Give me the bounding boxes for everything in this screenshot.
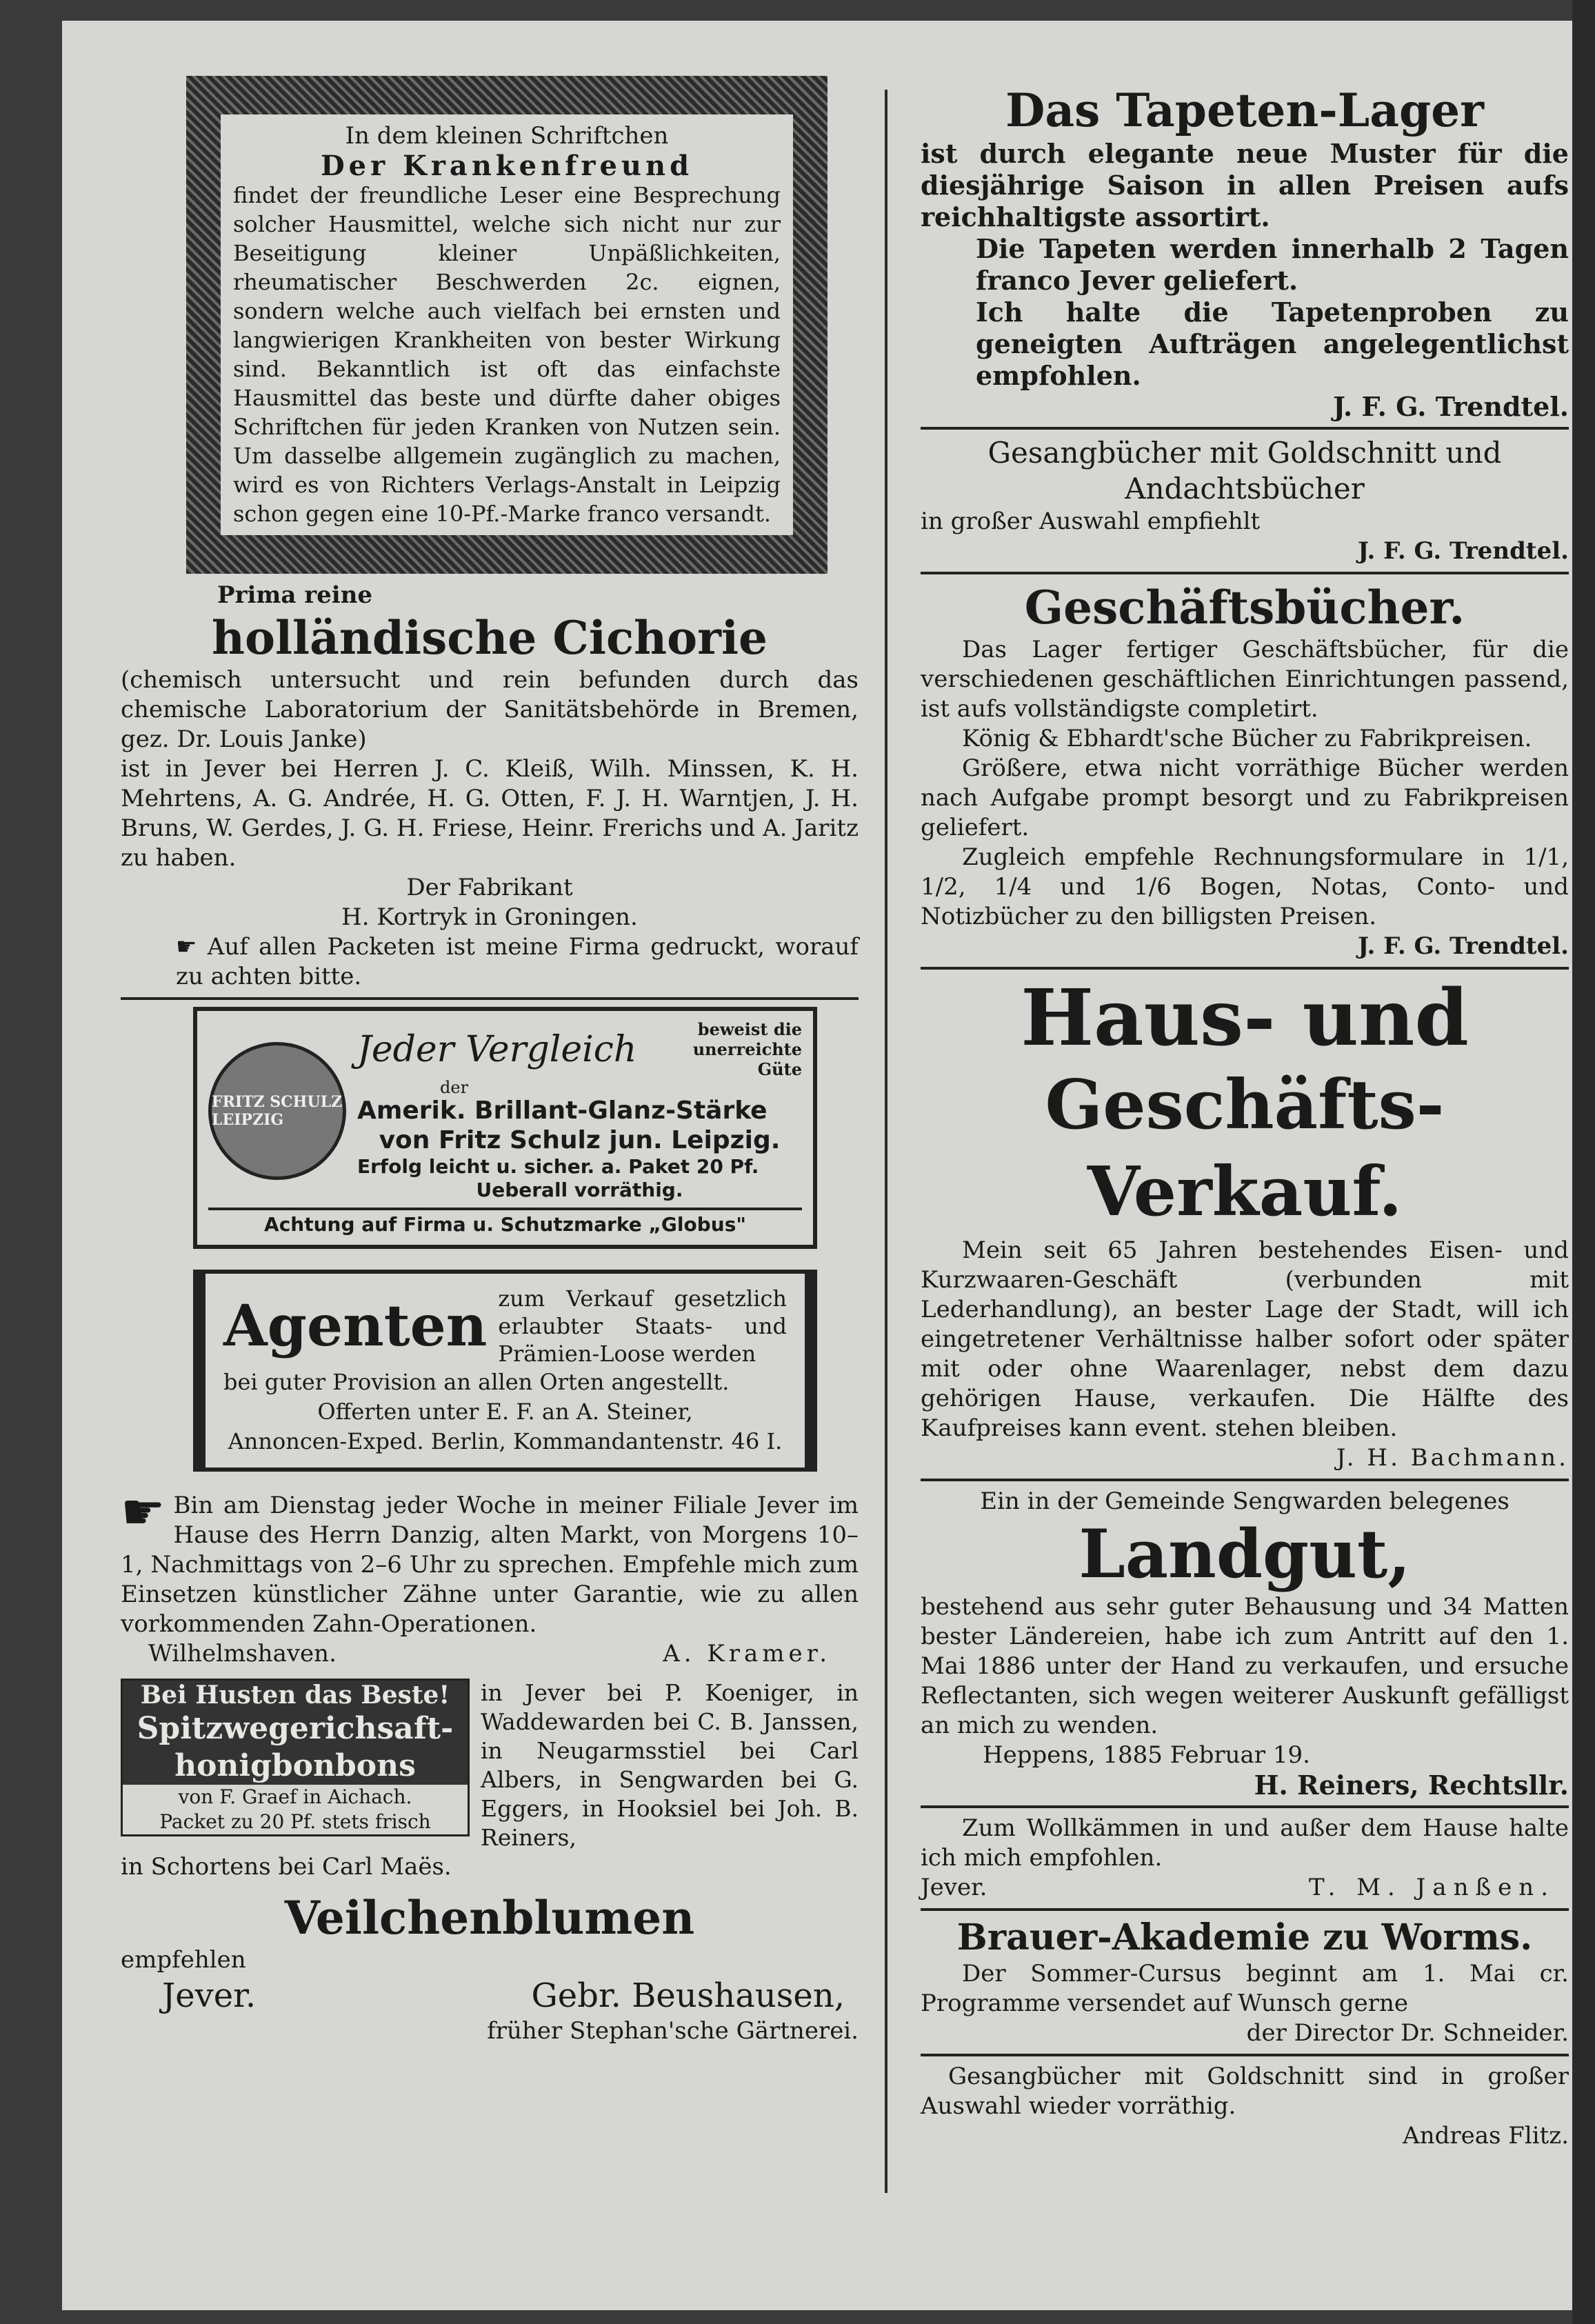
tapeten-p3: Ich halte die Tapetenproben zu geneigten Aufträgen angelegentlichst empfohlen.: [976, 297, 1569, 391]
geschaeft-p1: Das Lager fertiger Geschäftsbücher, für die verschiedenen geschäftlichen Einrichtungen passend, ist aufs vollständigste completirt.: [921, 636, 1569, 723]
cichorie-pre: Prima reine: [217, 581, 373, 609]
cichorie-sig1: Der Fabrikant: [406, 874, 573, 901]
veilchen-title: Veilchenblumen: [284, 1891, 695, 1945]
ad-globus: [193, 1007, 817, 1249]
landgut-sig: H. Reiners, Rechtsllr.: [1254, 1770, 1569, 1801]
kramer-place: Wilhelmshaven.: [148, 1640, 337, 1667]
spitz-b4: von F. Graef in Aichach.: [178, 1785, 412, 1808]
divider: [921, 2054, 1569, 2056]
cichorie-body1: (chemisch untersucht und rein befunden durch das chemische Laboratorium der Sanitätsbehörde in Bremen, gez. Dr. Louis Janke): [121, 666, 859, 753]
veilchen-l1: empfehlen: [121, 1946, 246, 1974]
divider: [121, 997, 859, 1000]
brauer-sig: der Director Dr. Schneider.: [1246, 2019, 1569, 2047]
spitz-b3: honigbonbons: [123, 1747, 468, 1785]
ad-gesangbuecher-1: [921, 435, 1569, 566]
landgut-body: bestehend aus sehr guter Behausung und 34 Matten bester Ländereien, habe ich zum Antritt auf den 1. Mai 1886 unter der Hand zu verkaufen, und ersuche Reflectanten, sich wegen weiterer Auskunft gefälligst an mich zu wenden.: [921, 1593, 1569, 1739]
globus-l3: Amerik. Brillant-Glanz-Stärke: [357, 1096, 768, 1125]
globe-icon: FRITZ SCHULZ LEIPZIG: [208, 1042, 346, 1180]
wolle-body: Zum Wollkämmen in und außer dem Hause halte ich mich empfohlen.: [921, 1814, 1569, 1872]
globus-l5: Erfolg leicht u. sicher. a. Paket 20 Pf.: [357, 1155, 759, 1178]
ad-kramer: [121, 1483, 859, 1669]
landgut-pre: Ein in der Gemeinde Sengwarden belegenes: [980, 1487, 1509, 1515]
divider: [921, 572, 1569, 574]
spitz-b5: Packet zu 20 Pf. stets frisch: [159, 1810, 431, 1833]
spitz-side: in Jever bei P. Koeniger, in Waddewarden bei C. B. Janssen, in Neugarmsstiel bei Carl Albers, in Sengwarden bei G. Eggers, in Hooksiel bei Joh. B. Reiners,: [481, 1679, 859, 1851]
kf-intro: In dem kleinen Schriftchen: [345, 122, 669, 150]
haus-title-2: Geschäfts-Verkauf.: [1045, 1065, 1445, 1232]
divider: [921, 967, 1569, 970]
ad-haus-verkauf: [921, 975, 1569, 1473]
globus-l6: Ueberall vorräthig.: [476, 1179, 683, 1201]
divider: [921, 1805, 1569, 1808]
agenten-side: zum Verkauf gesetzlich erlaubter Staats- und Prämien-Loose werden: [498, 1285, 787, 1367]
book-spine-shadow: [1572, 0, 1595, 2324]
geschaeft-p2: König & Ebhardt'sche Bücher zu Fabrikpreisen.: [962, 725, 1532, 752]
globus-l1b: beweist die unerreichte Güte: [692, 1019, 802, 1079]
spitzwegerich-label: [121, 1679, 470, 1836]
spitz-tail: in Schortens bei Carl Maës.: [121, 1853, 452, 1881]
landgut-title: Landgut,: [1079, 1515, 1411, 1593]
agenten-title: Agenten: [223, 1293, 488, 1359]
agenten-body: bei guter Provision an allen Orten angestellt.: [223, 1369, 730, 1395]
geschaeft-p4: Zugleich empfehle Rechnungsformulare in 1/1, 1/2, 1/4 und 1/6 Bogen, Notas, Conto- und Notizbücher zu den billigsten Preisen.: [921, 843, 1569, 930]
kf-title: Der Krankenfreund: [320, 150, 694, 182]
cichorie-sig2: H. Kortryk in Groningen.: [341, 903, 638, 931]
veilchen-l3: früher Stephan'sche Gärtnerei.: [487, 2017, 859, 2045]
ad-krankenfreund: [186, 76, 827, 574]
gesang1-l2: Andachtsbücher: [1125, 472, 1365, 505]
gesang2-body: Gesangbücher mit Goldschnitt sind in großer Auswahl wieder vorräthig.: [921, 2063, 1569, 2120]
ad-veilchen: [121, 1890, 859, 2046]
cichorie-title: holländische Cichorie: [211, 611, 768, 665]
divider: [921, 1479, 1569, 1481]
globus-l4: von Fritz Schulz jun. Leipzig.: [379, 1126, 781, 1154]
tapeten-title: Das Tapeten-Lager: [1005, 83, 1484, 137]
agenten-addr: Annoncen-Exped. Berlin, Kommandantenstr. 46 I.: [228, 1428, 783, 1454]
geschaeft-sig: J. F. G. Trendtel.: [1358, 932, 1569, 960]
globus-footer: Achtung auf Firma u. Schutzmarke „Globus": [264, 1213, 746, 1236]
gesang1-l1: Gesangbücher mit Goldschnitt und: [987, 436, 1502, 470]
globus-l1: Jeder Vergleich: [357, 1028, 637, 1070]
pointing-hand-icon: ☛: [121, 1483, 165, 1541]
wolle-sig: T. M. Janßen.: [1308, 1874, 1555, 1901]
gesang1-l3: in großer Auswahl empfiehlt: [921, 508, 1261, 535]
brauer-title: Brauer-Akademie zu Worms.: [956, 1916, 1533, 1959]
landgut-date: Heppens, 1885 Februar 19.: [983, 1741, 1310, 1769]
gesang1-sig: J. F. G. Trendtel.: [1358, 537, 1569, 565]
divider: [921, 427, 1569, 430]
right-column: [921, 83, 1569, 2151]
wolle-place: Jever.: [921, 1874, 987, 1901]
agenten-offer: Offerten unter E. F. an A. Steiner,: [317, 1399, 693, 1425]
geschaeft-p3: Größere, etwa nicht vorräthige Bücher werden nach Aufgabe prompt besorgt und zu Fabrikpreisen geliefert.: [921, 754, 1569, 841]
ad-cichorie: [121, 581, 859, 992]
kramer-body: ☛ Bin am Dienstag jeder Woche in meiner Filiale Jever im Hause des Herrn Danzig, alten Markt, von Morgens 10–1, Nachmittags von 2–6 Uhr zu sprechen. Empfehle mich zum Einsetzen künstlicher Zähne unter Garantie, wie zu allen vorkommenden Zahn-Operationen.: [121, 1483, 859, 1638]
cichorie-body2: ist in Jever bei Herren J. C. Kleiß, Wilh. Minssen, K. H. Mehrtens, A. G. Andrée, H. G. Otten, F. J. H. Warntjen, J. H. Bruns, W. Gerdes, J. G. H. Friese, Heinr. Frerichs und A. Jaritz zu haben.: [121, 755, 859, 872]
cichorie-note: ☛ Auf allen Packeten ist meine Firma gedruckt, worauf zu achten bitte.: [176, 933, 859, 990]
kramer-name: A. Kramer.: [663, 1640, 831, 1667]
tapeten-p2: Die Tapeten werden innerhalb 2 Tagen franco Jever geliefert.: [976, 233, 1569, 296]
ad-tapeten: [921, 83, 1569, 421]
column-divider: [885, 90, 887, 2193]
ad-spitzwegerich: [121, 1679, 859, 1852]
ad-brauer-akademie: [921, 1916, 1569, 2048]
haus-body: Mein seit 65 Jahren bestehendes Eisen- und Kurzwaaren-Geschäft (verbunden mit Lederhandlung), an bester Lage der Stadt, will ich eingetretener Verhältnisse halber sofort oder später mit oder ohne Waarenlager, nebst dem dazu gehörigen Hause, verkaufen. Die Hälfte des Kaufpreises kann event. stehen bleiben.: [921, 1236, 1569, 1442]
divider: [921, 1908, 1569, 1911]
brauer-body: Der Sommer-Cursus beginnt am 1. Mai cr. Programme versendet auf Wunsch gerne: [921, 1960, 1569, 2017]
pointing-hand-icon: ☛: [176, 933, 208, 961]
kf-body: findet der freundliche Leser eine Besprechung solcher Hausmittel, welche sich nicht nur zur Beseitigung kleiner Unpäßlichkeiten, rheumatischer Beschwerden 2c. eignen, sondern welche auch vielfach bei ernsten und langwierigen Krankheiten von bester Wirkung sind. Bekanntlich ist oft das einfachste Hausmittel das beste und dürfte daher obiges Schriftchen für jeden Kranken von Nutzen sein. Um dasselbe allgemein zugänglich zu machen, wird es von Richters Verlags-Anstalt in Leipzig schon gegen eine 10-Pf.-Marke franco versandt.: [233, 182, 781, 527]
ad-gesangbuecher-2: [921, 2062, 1569, 2151]
spitz-b1: Bei Husten das Beste!: [123, 1681, 468, 1710]
gesang2-sig: Andreas Flitz.: [1403, 2122, 1569, 2150]
ad-geschaeftsbuecher: [921, 580, 1569, 961]
ad-wollkaemmen: [921, 1814, 1569, 1903]
haus-title-1: Haus- und: [1021, 973, 1469, 1063]
veilchen-firm: Gebr. Beushausen,: [531, 1976, 845, 2015]
veilchen-place: Jever.: [162, 1976, 257, 2015]
left-column: [121, 76, 859, 2046]
tapeten-sig: J. F. G. Trendtel.: [1333, 391, 1569, 422]
haus-sig: J. H. Bachmann.: [1336, 1444, 1569, 1472]
ad-landgut: [921, 1487, 1569, 1800]
globus-l2: der: [440, 1078, 469, 1097]
geschaeft-title: Geschäftsbücher.: [1024, 581, 1465, 634]
ad-agenten: [193, 1270, 817, 1472]
spitz-b2: Spitzwegerichsaft-: [123, 1710, 468, 1747]
tapeten-p1: ist durch elegante neue Muster für die diesjährige Saison in allen Preisen aufs reichhaltigste assortirt.: [921, 138, 1569, 232]
